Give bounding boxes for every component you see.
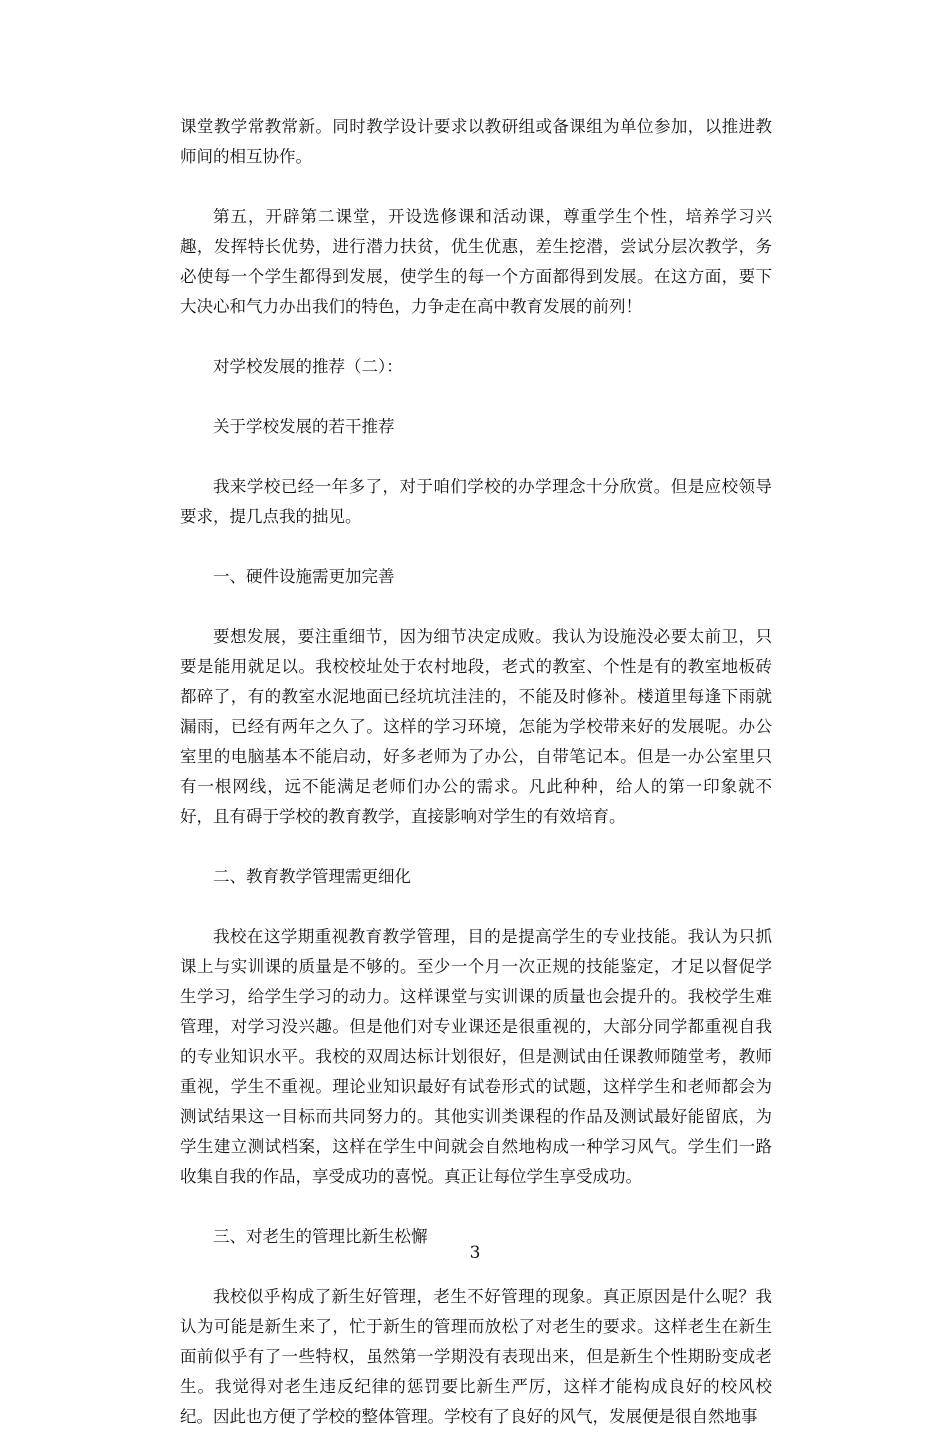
section-heading-recommendation-two: 对学校发展的推荐（二）： (213, 357, 403, 376)
document-body (180, 112, 772, 1432)
paragraph-continued: 课堂教学常教常新。同时教学设计要求以教研组或备课组为单位参加，以推进教师间的相互协作。 (180, 117, 772, 166)
heading-old-students: 三、对老生的管理比新生松懈 (213, 1227, 428, 1246)
heading-teaching-management: 二、教育教学管理需更细化 (213, 867, 411, 886)
paragraph-teaching-management: 我校在这学期重视教育教学管理，目的是提高学生的专业技能。我认为只抓课上与实训课的质量是不够的。至少一个月一次正规的技能鉴定，才足以督促学生学习，给学生学习的动力。这样课堂与实训课的质量也会提升的。我校学生难管理，对学习没兴趣。但是他们对专业课还是很重视的，大部分同学都重视自我的专业知识水平。我校的双周达标计划很好，但是测试由任课教师随堂考，教师重视，学生不重视。理论业知识最好有试卷形式的试题，这样学生和老师都会为测试结果这一目标而共同努力的。其他实训类课程的作品及测试最好能留底，为学生建立测试档案，这样在学生中间就会自然地构成一种学习风气。学生们一路收集自我的作品，享受成功的喜悦。真正让每位学生享受成功。 (180, 927, 772, 1186)
paragraph-intro: 我来学校已经一年多了，对于咱们学校的办学理念十分欣赏。但是应校领导要求，提几点我的拙见。 (180, 477, 772, 526)
paragraph-hardware: 要想发展，要注重细节，因为细节决定成败。我认为设施没必要太前卫，只要是能用就足以。我校校址处于农村地段，老式的教室、个性是有的教室地板砖都碎了，有的教室水泥地面已经坑坑洼洼的，不能及时修补。楼道里每逢下雨就漏雨，已经有两年之久了。这样的学习环境，怎能为学校带来好的发展呢。办公室里的电脑基本不能启动，好多老师为了办公，自带笔记本。但是一办公室里只有一根网线，远不能满足老师们办公的需求。凡此种种，给人的第一印象就不好，且有碍于学校的教育教学，直接影响对学生的有效培育。 (180, 627, 772, 826)
heading-hardware: 一、硬件设施需更加完善 (213, 567, 395, 586)
page-number: 3 (469, 1243, 481, 1263)
paragraph-fifth-point: 第五，开辟第二课堂，开设选修课和活动课，尊重学生个性，培养学习兴趣，发挥特长优势，进行潜力扶贫，优生优惠，差生挖潜，尝试分层次教学，务必使每一个学生都得到发展，使学生的每一个方面都得到发展。在这方面，要下大决心和气力办出我们的特色，力争走在高中教育发展的前列！ (180, 207, 772, 316)
section-title-several-recommendations: 关于学校发展的若干推荐 (213, 417, 395, 436)
paragraph-old-students: 我校似乎构成了新生好管理，老生不好管理的现象。真正原因是什么呢？我认为可能是新生来了，忙于新生的管理而放松了对老生的要求。这样老生在新生面前似乎有了一些特权，虽然第一学期没有表现出来，但是新生个性期盼变成老生。我觉得对老生违反纪律的惩罚要比新生严厉，这样才能构成良好的校风校纪。因此也方便了学校的整体管理。学校有了良好的风气，发展便是很自然地事 (180, 1287, 772, 1426)
